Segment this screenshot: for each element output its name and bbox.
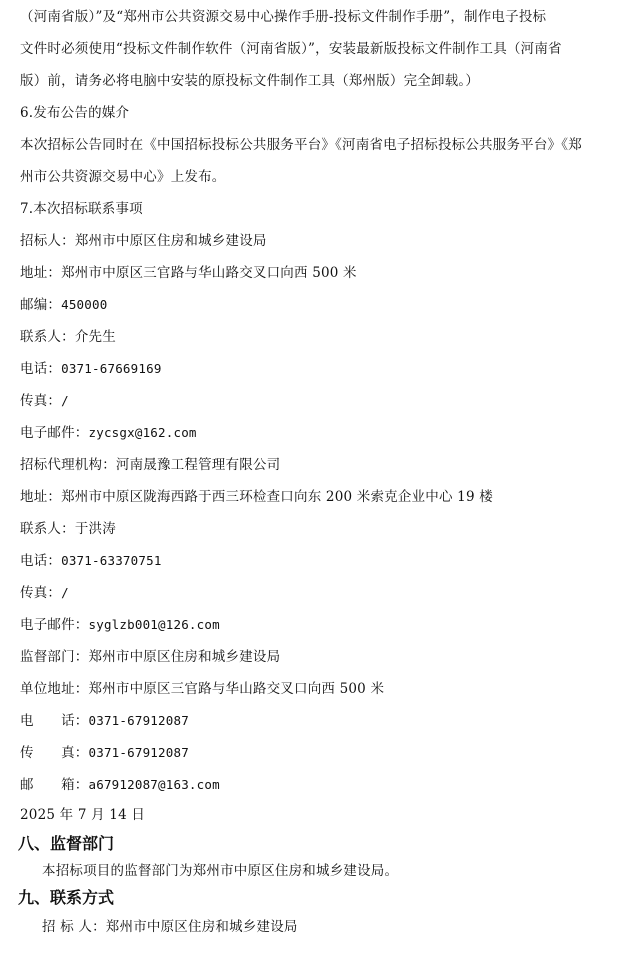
agency-address-row: [20, 488, 493, 506]
supervisor-address: 郑州市中原区三官路与华山路交叉口向西 500 米: [88, 681, 385, 697]
supervisor-dept-label: 监督部门：: [20, 649, 89, 665]
supervisor-fax: 0371-67912087: [88, 745, 189, 760]
tenderer-email: zycsgx@162.com: [88, 425, 197, 440]
section-7-title: 7.本次招标联系事项: [20, 201, 143, 217]
intro-line-1: （河南省版）”及“郑州市公共资源交易中心操作手册-投标文件制作手册”，制作电子投标: [20, 9, 547, 25]
section-9-heading: 九、联系方式: [18, 888, 115, 907]
agency-phone-row: [20, 552, 162, 570]
tenderer-contact: 介先生: [74, 329, 116, 345]
supervisor-dept: 郑州市中原区住房和城乡建设局: [88, 649, 281, 665]
section-6-line-2: 州市公共资源交易中心》上发布。: [20, 169, 226, 185]
agency-email: syglzb001@126.com: [88, 617, 220, 632]
agency-fax: /: [61, 585, 69, 600]
section-8-heading: 八、监督部门: [18, 834, 115, 853]
section-9-tenderer-row: [42, 918, 298, 936]
agency-phone: 0371-63370751: [61, 553, 162, 568]
tenderer-email-label: 电子邮件：: [20, 425, 89, 441]
agency-phone-label: 电话：: [20, 553, 62, 569]
section-9-tenderer: 郑州市中原区住房和城乡建设局: [105, 919, 298, 935]
supervisor-phone-row: [20, 712, 189, 730]
agency-fax-label: 传真：: [20, 585, 62, 601]
agency-email-row: [20, 616, 220, 634]
tenderer-contact-row: [20, 328, 116, 346]
tenderer-phone-label: 电话：: [20, 361, 62, 377]
intro-line-2: 文件时必须使用“投标文件制作软件（河南省版）”，安装最新版投标文件制作工具（河南省: [20, 41, 562, 57]
supervisor-address-row: [20, 680, 384, 698]
notice-date: 2025 年 7 月 14 日: [20, 807, 146, 823]
agency-name: 河南晟豫工程管理有限公司: [115, 457, 281, 473]
intro-line-3: 版）前，请务必将电脑中安装的原投标文件制作工具（郑州版）完全卸载。）: [20, 73, 480, 89]
tenderer-email-row: [20, 424, 197, 442]
section-8-text: 本招标项目的监督部门为郑州市中原区住房和城乡建设局。: [42, 863, 399, 879]
agency-name-label: 招标代理机构：: [20, 457, 116, 473]
agency-address: 郑州市中原区陇海西路于西三环检查口向东 200 米索克企业中心 19 楼: [61, 489, 493, 505]
supervisor-dept-row: [20, 648, 280, 666]
supervisor-email-label: 邮 箱：: [20, 777, 89, 793]
tenderer-fax: /: [61, 393, 69, 408]
supervisor-email-row: [20, 776, 220, 794]
agency-contact-row: [20, 520, 116, 538]
tenderer-name-label: 招标人：: [20, 233, 75, 249]
tenderer-address-row: [20, 264, 357, 282]
agency-name-row: [20, 456, 280, 474]
supervisor-fax-label: 传 真：: [20, 745, 89, 761]
supervisor-email: a67912087@163.com: [88, 777, 220, 792]
tenderer-contact-label: 联系人：: [20, 329, 75, 345]
tenderer-address: 郑州市中原区三官路与华山路交叉口向西 500 米: [61, 265, 357, 281]
supervisor-phone-label: 电 话：: [20, 713, 89, 729]
tenderer-phone: 0371-67669169: [61, 361, 162, 376]
tenderer-fax-label: 传真：: [20, 393, 62, 409]
tenderer-fax-row: [20, 392, 69, 410]
tenderer-phone-row: [20, 360, 162, 378]
supervisor-fax-row: [20, 744, 189, 762]
agency-email-label: 电子邮件：: [20, 617, 89, 633]
section-9-tenderer-label: 招 标 人：: [42, 919, 106, 935]
section-6-line-1: 本次招标公告同时在《中国招标投标公共服务平台》《河南省电子招标投标公共服务平台》《郑: [20, 137, 582, 153]
tenderer-postcode-row: [20, 296, 107, 314]
tenderer-postcode: 450000: [61, 297, 108, 312]
supervisor-address-label: 单位地址：: [20, 681, 89, 697]
agency-fax-row: [20, 584, 69, 602]
tenderer-name: 郑州市中原区住房和城乡建设局: [74, 233, 267, 249]
agency-contact: 于洪涛: [74, 521, 116, 537]
supervisor-phone: 0371-67912087: [88, 713, 189, 728]
tenderer-address-label: 地址：: [20, 265, 62, 281]
agency-contact-label: 联系人：: [20, 521, 75, 537]
section-6-title: 6.发布公告的媒介: [20, 105, 130, 121]
agency-address-label: 地址：: [20, 489, 62, 505]
tenderer-postcode-label: 邮编：: [20, 297, 62, 313]
tenderer-name-row: [20, 232, 267, 250]
